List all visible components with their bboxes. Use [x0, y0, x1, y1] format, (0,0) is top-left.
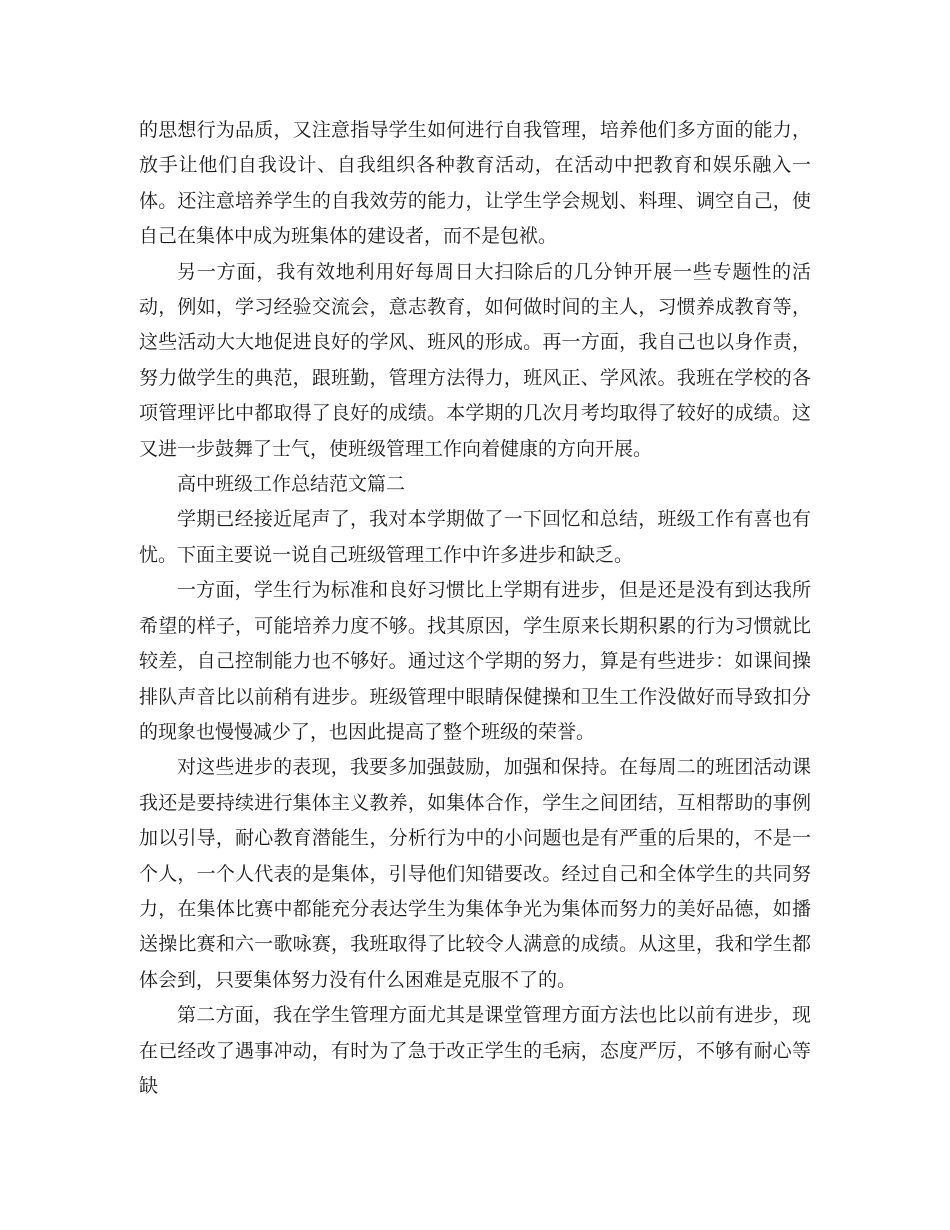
paragraph: 对这些进步的表现，我要多加强鼓励，加强和保持。在每周二的班团活动课我还是要持续进行集体主义教养，如集体合作，学生之间团结，互相帮助的事例加以引导，耐心教育潜能生，分析行为中的小问题也是有严重的后果的，不是一个人，一个人代表的是集体，引导他们知错要改。经过自己和全体学生的共同努力，在集体比赛中都能充分表达学生为集体争光为集体而努力的美好品德，如播送操比赛和六一歌咏赛，我班取得了比较令人满意的成绩。从这里，我和学生都体会到，只要集体努力没有什么困难是克服不了的。: [139, 756, 811, 991]
document-body: [139, 113, 811, 1104]
paragraph-continuation: 的思想行为品质，又注意指导学生如何进行自我管理，培养他们多方面的能力，放手让他们自我设计、自我组织各种教育活动，在活动中把教育和娱乐融入一体。还注意培养学生的自我效劳的能力，让学生学会规划、料理、调空自己，使自己在集体中成为班集体的建设者，而不是包袱。: [139, 119, 811, 248]
paragraph: 学期已经接近尾声了，我对本学期做了一下回忆和总结，班级工作有喜也有忧。下面主要说一说自己班级管理工作中许多进步和缺乏。: [139, 508, 811, 566]
paragraph: 第二方面，我在学生管理方面尤其是课堂管理方面方法也比以前有进步，现在已经改了遇事冲动，有时为了急于改正学生的毛病，态度严厉，不够有耐心等缺: [139, 1004, 811, 1097]
paragraph: 一方面，学生行为标准和良好习惯比上学期有进步，但是还是没有到达我所希望的样子，可能培养力度不够。找其原因，学生原来长期积累的行为习惯就比较差，自己控制能力也不够好。通过这个学期的努力，算是有些进步：如课间操排队声音比以前稍有进步。班级管理中眼睛保健操和卫生工作没做好而导致扣分的现象也慢慢减少了，也因此提高了整个班级的荣誉。: [139, 579, 811, 743]
section-heading: 高中班级工作总结范文篇二: [177, 473, 406, 496]
paragraph: 另一方面，我有效地利用好每周日大扫除后的几分钟开展一些专题性的活动，例如，学习经验交流会，意志教育，如何做时间的主人，习惯养成教育等，这些活动大大地促进良好的学风、班风的形成。再一方面，我自己也以身作责，努力做学生的典范，跟班勤，管理方法得力，班风正、学风浓。我班在学校的各项管理评比中都取得了良好的成绩。本学期的几次月考均取得了较好的成绩。这又进一步鼓舞了士气，使班级管理工作向着健康的方向开展。: [139, 260, 811, 460]
